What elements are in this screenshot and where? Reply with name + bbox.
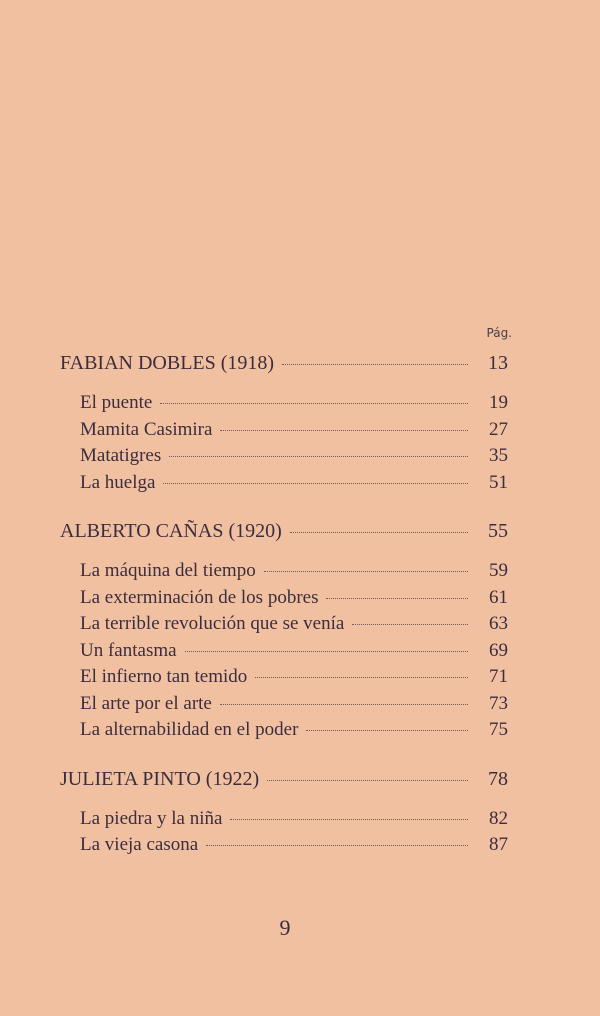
page-number: 71 <box>489 666 508 687</box>
page-number: 82 <box>489 807 508 829</box>
toc-story-entry <box>60 392 508 419</box>
toc-story-entry <box>60 560 508 587</box>
dot-leader <box>290 531 468 533</box>
story-title: Un fantasma <box>80 639 177 661</box>
story-title: La piedra y la niña <box>80 807 223 829</box>
toc-story-entry <box>60 808 508 835</box>
dot-leader <box>264 570 468 572</box>
toc-story-entry <box>60 613 508 640</box>
page-number: 78 <box>488 767 508 790</box>
page-number: 59 <box>489 560 508 581</box>
page-number: 13 <box>488 352 508 374</box>
dot-leader <box>230 818 468 820</box>
page-number: 55 <box>488 520 508 542</box>
story-title: Matatigres <box>80 445 162 466</box>
story-title: El arte por el arte <box>80 692 212 714</box>
page-number: 35 <box>489 445 508 466</box>
dot-leader <box>282 363 468 365</box>
toc-story-entry <box>60 693 508 720</box>
toc-story-entry <box>60 666 508 693</box>
page-number: 75 <box>489 719 508 740</box>
page-number: 63 <box>489 613 508 634</box>
dot-leader <box>267 779 468 781</box>
dot-leader <box>352 623 468 625</box>
story-title: Mamita Casimira <box>80 418 213 440</box>
dot-leader <box>220 429 468 431</box>
story-title: La huelga <box>80 471 156 493</box>
author-name: JULIETA PINTO (1922) <box>60 767 260 790</box>
page-number: 27 <box>489 418 508 440</box>
author-name: FABIAN DOBLES (1918) <box>60 352 275 374</box>
dot-leader <box>255 676 468 678</box>
toc-author-entry <box>60 352 508 384</box>
toc-story-entry <box>60 472 508 499</box>
page-number: 61 <box>489 586 508 608</box>
table-of-contents <box>60 352 508 861</box>
toc-story-entry <box>60 445 508 472</box>
dot-leader <box>163 482 468 484</box>
toc-author-entry <box>60 768 508 800</box>
dot-leader <box>220 703 468 705</box>
story-title: La alternabilidad en el poder <box>80 719 299 740</box>
page-number: 51 <box>489 471 508 493</box>
author-name: ALBERTO CAÑAS (1920) <box>60 520 282 542</box>
page-number: 69 <box>489 639 508 661</box>
dot-leader <box>169 455 468 457</box>
dot-leader <box>326 597 468 599</box>
dot-leader <box>185 650 468 652</box>
toc-story-entry <box>60 719 508 746</box>
page-folio-number: 9 <box>279 915 291 940</box>
story-title: La terrible revolución que se venía <box>80 613 345 634</box>
story-title: La máquina del tiempo <box>80 560 256 581</box>
dot-leader <box>160 402 468 404</box>
story-title: El infierno tan temido <box>80 666 248 687</box>
story-title: La exterminación de los pobres <box>80 586 319 608</box>
dot-leader <box>206 844 468 846</box>
dot-leader <box>306 729 468 731</box>
toc-story-entry <box>60 834 508 861</box>
toc-author-entry <box>60 520 508 552</box>
story-title: El puente <box>80 392 153 413</box>
page-number: 19 <box>489 392 508 413</box>
toc-story-entry <box>60 640 508 667</box>
page-number: 73 <box>489 692 508 714</box>
page-column-header: Pág. <box>486 326 512 340</box>
toc-story-entry <box>60 419 508 446</box>
story-title: La vieja casona <box>80 834 199 855</box>
toc-story-entry <box>60 587 508 614</box>
page-number: 87 <box>489 834 508 855</box>
